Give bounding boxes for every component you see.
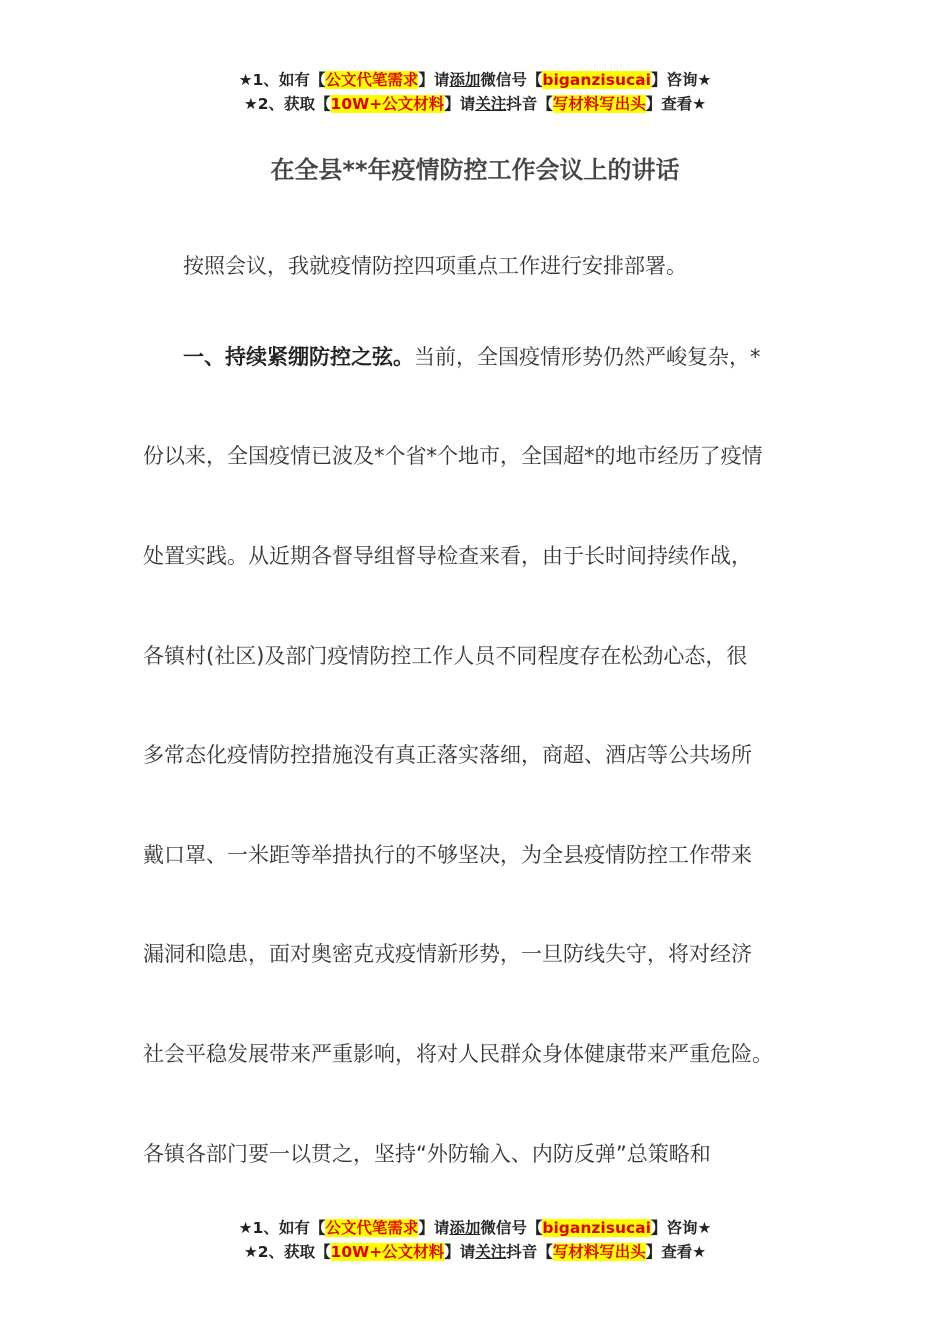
body-line: 各镇村(社区)及部门疫情防控工作人员不同程度存在松劲心态，很 — [143, 644, 748, 668]
paragraph-section-1-start: 一、持续紧绷防控之弦。当前，全国疫情形势仍然严峻复杂，* — [183, 345, 761, 369]
promo-line-1: ★1、如有【公文代笔需求】请添加微信号【biganzisucai】咨询★ — [238, 1219, 712, 1237]
body-line: 处置实践。从近期各督导组督导检查来看，由于长时间持续作战， — [143, 544, 752, 568]
document-title: 在全县**年疫情防控工作会议上的讲话 — [270, 156, 680, 184]
section-heading: 一、持续紧绷防控之弦。 — [183, 345, 414, 369]
body-line: 多常态化疫情防控措施没有真正落实落细，商超、酒店等公共场所 — [143, 743, 752, 767]
body-line: 份以来，全国疫情已波及*个省*个地市，全国超*的地市经历了疫情 — [143, 444, 763, 468]
body-line: 戴口罩、一米距等举措执行的不够坚决，为全县疫情防控工作带来 — [143, 843, 752, 867]
body-line: 各镇各部门要一以贯之，坚持“外防输入、内防反弹”总策略和 — [143, 1142, 711, 1166]
promo-line-2: ★2、获取【10W+公文材料】请关注抖音【写材料写出头】查看★ — [243, 95, 707, 113]
promo-line-1: ★1、如有【公文代笔需求】请添加微信号【biganzisucai】咨询★ — [238, 71, 712, 89]
header-promo-banner — [0, 68, 950, 116]
footer-promo-banner — [0, 1216, 950, 1264]
paragraph-intro: 按照会议，我就疫情防控四项重点工作进行安排部署。 — [183, 254, 687, 278]
body-line: 社会平稳发展带来严重影响，将对人民群众身体健康带来严重危险。 — [143, 1042, 773, 1066]
promo-line-2: ★2、获取【10W+公文材料】请关注抖音【写材料写出头】查看★ — [243, 1243, 707, 1261]
body-line: 漏洞和隐患，面对奥密克戎疫情新形势，一旦防线失守，将对经济 — [143, 942, 752, 966]
